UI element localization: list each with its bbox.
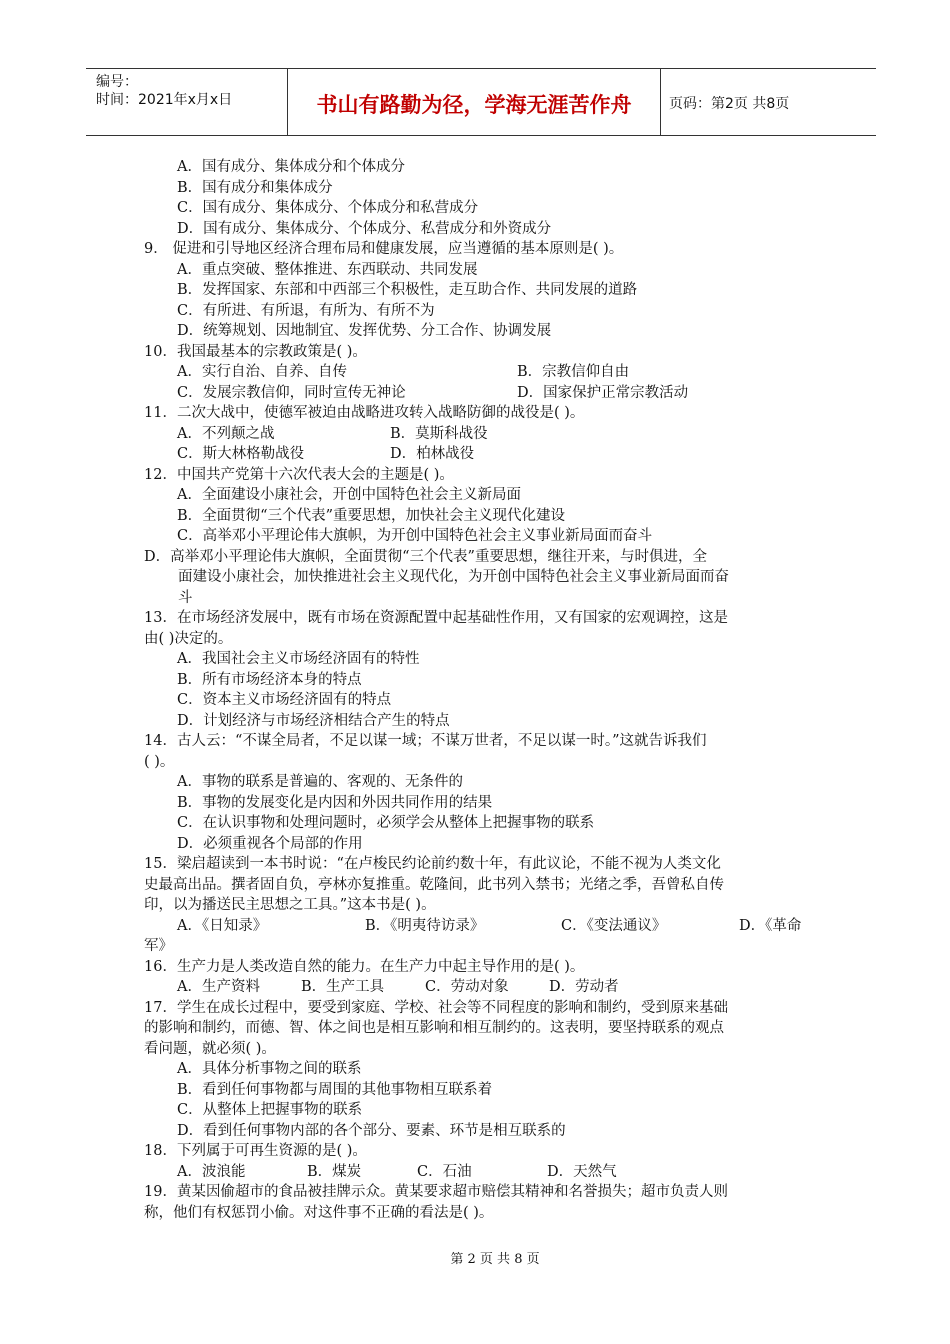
question-line: 10．我国最基本的宗教政策是( )。 bbox=[144, 343, 367, 360]
option-row bbox=[144, 362, 820, 383]
option-line: A．全面建设小康社会，开创中国特色社会主义新局面 bbox=[177, 487, 521, 503]
option-line: B．事物的发展变化是内因和外因共同作用的结果 bbox=[177, 794, 493, 811]
option-b: B．莫斯科战役 bbox=[390, 425, 488, 442]
option-line: C．资本主义市场经济固有的特点 bbox=[177, 692, 392, 708]
option-c: C．劳动对象 bbox=[425, 979, 509, 995]
question-line-continued: ( )。 bbox=[144, 753, 175, 770]
option-a: A．不列颠之战 bbox=[177, 425, 275, 442]
option-line: B．所有市场经济本身的特点 bbox=[177, 671, 362, 688]
header-motto: 书山有路勤为径，学海无涯苦作舟 bbox=[288, 69, 661, 135]
option-line: C．有所进、有所退，有所为、有所不为 bbox=[177, 302, 435, 319]
question-line: 13．在市场经济发展中，既有市场在资源配置中起基础性作用，又有国家的宏观调控，这是 bbox=[144, 610, 728, 626]
option-b: B．宗教信仰自由 bbox=[517, 364, 630, 380]
option-line: B．看到任何事物都与周围的其他事物相互联系着 bbox=[177, 1081, 493, 1098]
question-line-continued: 由( )决定的。 bbox=[144, 630, 233, 647]
option-line: C．高举邓小平理论伟大旗帜，为开创中国特色社会主义事业新局面而奋斗 bbox=[177, 528, 653, 544]
option-line: D．必须重视各个局部的作用 bbox=[177, 835, 363, 852]
option-d: D．柏林战役 bbox=[390, 446, 475, 462]
page-footer: 第 2 页 共 8 页 bbox=[450, 1252, 540, 1267]
time-label: 时间：2021年x月x日 bbox=[96, 92, 233, 108]
option-d: D．天然气 bbox=[547, 1163, 617, 1180]
option-b: B．《明夷待访录》 bbox=[365, 917, 485, 934]
option-a: A．波浪能 bbox=[177, 1163, 246, 1180]
option-b: B．煤炭 bbox=[307, 1163, 362, 1180]
option-line: A．我国社会主义市场经济固有的特性 bbox=[177, 651, 420, 667]
option-row bbox=[144, 444, 820, 465]
option-row bbox=[144, 977, 820, 998]
option-line: D．计划经济与市场经济相结合产生的特点 bbox=[177, 712, 450, 729]
question-line-continued: 看问题，就必须( )。 bbox=[144, 1040, 276, 1057]
option-line-continued: 军》 bbox=[144, 938, 173, 954]
option-row bbox=[144, 916, 820, 937]
document-body bbox=[144, 157, 820, 1223]
option-line: B．发挥国家、东部和中西部三个积极性，走互助合作、共同发展的道路 bbox=[177, 282, 638, 298]
option-line-continued: 面建设小康社会，加快推进社会主义现代化，为开创中国特色社会主义事业新局面而奋 bbox=[178, 569, 729, 585]
option-line: A．具体分析事物之间的联系 bbox=[177, 1061, 362, 1077]
option-line: C．在认识事物和处理问题时，必须学会从整体上把握事物的联系 bbox=[177, 815, 595, 831]
option-c: C．《变法通议》 bbox=[561, 917, 667, 934]
question-line: 12．中国共产党第十六次代表大会的主题是( )。 bbox=[144, 466, 454, 483]
option-a: A．实行自治、自养、自传 bbox=[177, 364, 347, 380]
question-line: 15．梁启超读到一本书时说：“在卢梭民约论前约数十年，有此议论，不能不视为人类文化 bbox=[144, 856, 721, 872]
question-line-continued: 的影响和制约，而德、智、体之间也是相互影响和相互制约的。这表明，要坚持联系的观点 bbox=[144, 1020, 724, 1036]
option-line: B．国有成分和集体成分 bbox=[177, 179, 333, 196]
page-header bbox=[86, 68, 876, 136]
question-line: 19．黄某因偷超市的食品被挂牌示众。黄某要求超市赔偿其精神和名誉损失；超市负责人则 bbox=[144, 1184, 728, 1200]
option-line: A．事物的联系是普遍的、客观的、无条件的 bbox=[177, 774, 463, 790]
option-line: D．高举邓小平理论伟大旗帜，全面贯彻“三个代表”重要思想，继往开来，与时俱进，全 bbox=[144, 548, 707, 565]
option-line: C．国有成分、集体成分、个体成分和私营成分 bbox=[177, 200, 479, 216]
option-c: C．斯大林格勒战役 bbox=[177, 446, 305, 462]
question-line: 11．二次大战中，使德军被迫由战略进攻转入战略防御的战役是( )。 bbox=[144, 405, 585, 421]
option-line: D．国有成分、集体成分、个体成分、私营成分和外资成分 bbox=[177, 220, 552, 237]
option-line: D．统筹规划、因地制宜、发挥优势、分工合作、协调发展 bbox=[177, 323, 552, 339]
question-line: 14．古人云：“不谋全局者，不足以谋一域；不谋万世者，不足以谋一时。”这就告诉我们 bbox=[144, 733, 707, 749]
question-line: 16．生产力是人类改造自然的能力。在生产力中起主导作用的是( )。 bbox=[144, 958, 585, 975]
header-meta bbox=[86, 69, 288, 135]
header-page-label: 页码：第2页 共8页 bbox=[669, 96, 790, 112]
option-line: B．全面贯彻“三个代表”重要思想，加快社会主义现代化建设 bbox=[177, 507, 565, 524]
option-line: C．从整体上把握事物的联系 bbox=[177, 1102, 363, 1118]
option-line: D．看到任何事物内部的各个部分、要素、环节是相互联系的 bbox=[177, 1122, 566, 1139]
option-d: D．国家保护正常宗教活动 bbox=[517, 384, 689, 401]
option-row bbox=[144, 424, 820, 445]
code-label: 编号： bbox=[96, 74, 138, 90]
question-line-continued: 史最高出品。撰者固自负，亭林亦复推重。乾隆间，此书列入禁书；光绪之季，吾曾私自传 bbox=[144, 876, 724, 893]
option-line: A．重点突破、整体推进、东西联动、共同发展 bbox=[177, 261, 478, 278]
question-line-continued: 称，他们有权惩罚小偷。对这件事不正确的看法是( )。 bbox=[144, 1204, 494, 1221]
question-line: 9． 促进和引导地区经济合理布局和健康发展，应当遵循的基本原则是( )。 bbox=[144, 241, 624, 257]
option-a: A．生产资料 bbox=[177, 979, 260, 995]
option-line-continued: 斗 bbox=[178, 589, 193, 606]
option-c: C．发展宗教信仰，同时宣传无神论 bbox=[177, 384, 406, 401]
option-line: A．国有成分、集体成分和个体成分 bbox=[177, 159, 405, 175]
option-b: B．生产工具 bbox=[301, 979, 385, 995]
option-d: D．劳动者 bbox=[549, 979, 619, 995]
question-line-continued: 印，以为播送民主思想之工具。”这本书是( )。 bbox=[144, 897, 436, 913]
option-row bbox=[144, 1162, 820, 1183]
option-a: A．《日知录》 bbox=[177, 917, 268, 934]
question-line: 18．下列属于可再生资源的是( )。 bbox=[144, 1143, 367, 1159]
option-row bbox=[144, 383, 820, 404]
question-line: 17．学生在成长过程中，要受到家庭、学校、社会等不同程度的影响和制约，受到原来基础 bbox=[144, 999, 728, 1016]
option-d: D．《革命 bbox=[739, 917, 802, 934]
option-c: C．石油 bbox=[417, 1163, 472, 1180]
